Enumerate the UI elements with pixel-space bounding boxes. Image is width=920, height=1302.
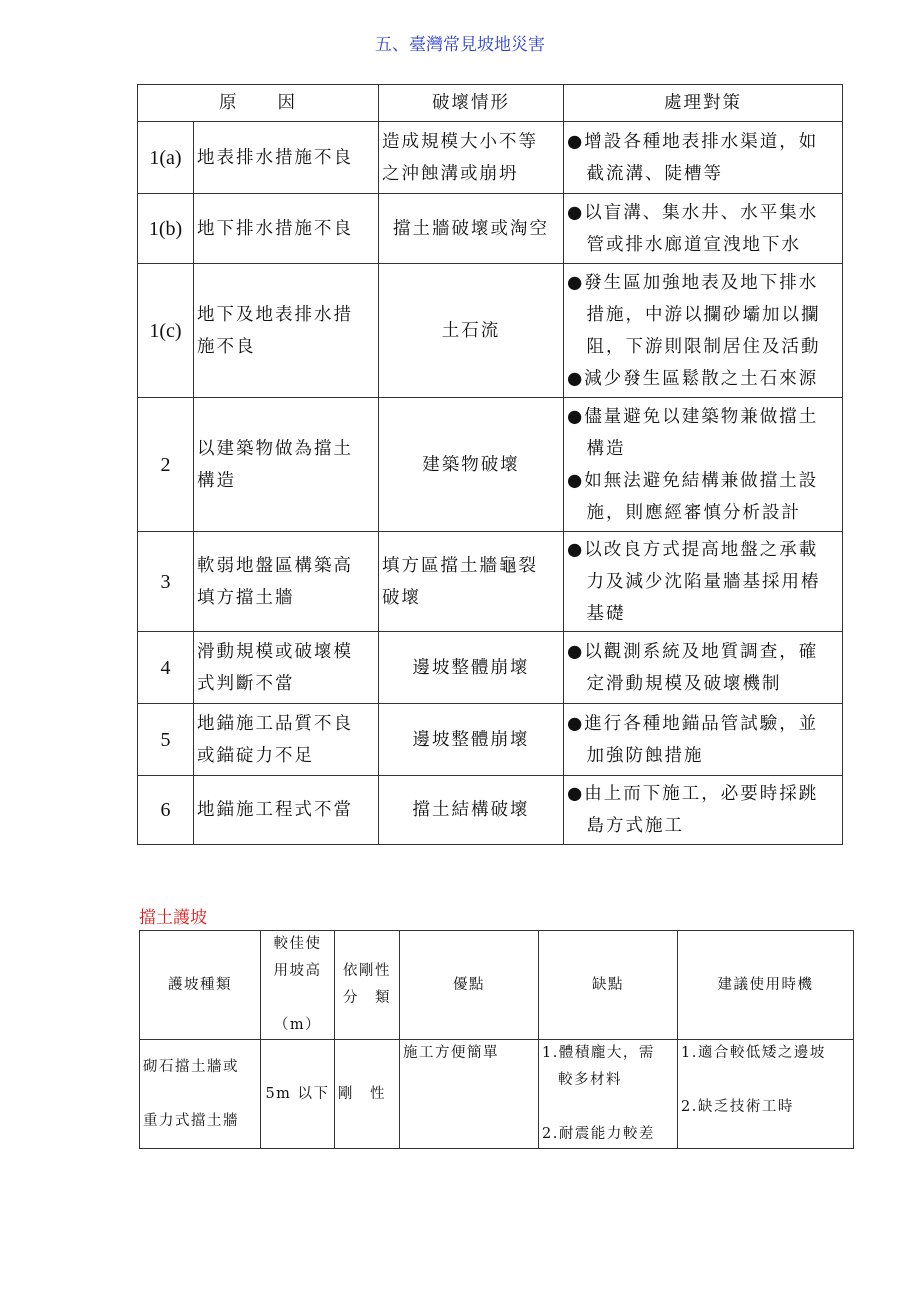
cell-damage: 土石流 — [379, 264, 564, 398]
cell-measures: ●以盲溝、集水井、水平集水 管或排水廊道宣洩地下水 — [564, 194, 843, 264]
cell-damage: 擋土結構破壞 — [379, 776, 564, 845]
table-row — [138, 632, 843, 704]
cell-cause: 地錨施工程式不當 — [194, 776, 379, 845]
cell-cause: 地下及地表排水措 施不良 — [194, 264, 379, 398]
cell-cause: 以建築物做為擋土 構造 — [194, 398, 379, 532]
cell-damage: 建築物破壞 — [379, 398, 564, 532]
cell-measures: ●儘量避免以建築物兼做擋土 構造 ●如無法避免結構兼做擋土設 施，則應經審慎分析設計 — [564, 398, 843, 532]
cell-measures: ●以觀測系統及地質調查，確 定滑動規模及破壞機制 — [564, 632, 843, 704]
cell-type: 砌石擋土牆或 重力式擋土牆 — [140, 1040, 261, 1149]
cell-id: 1(c) — [138, 264, 194, 398]
cell-measures: ●以改良方式提高地盤之承載 力及減少沈陷量牆基採用樁 基礎 — [564, 532, 843, 632]
header-cause: 原 因 — [138, 85, 379, 122]
table-header-row — [140, 931, 854, 1040]
header-pros: 優點 — [400, 931, 539, 1040]
cell-cause: 滑動規模或破壞模 式判斷不當 — [194, 632, 379, 704]
table-row — [138, 704, 843, 776]
cell-damage: 填方區擋土牆龜裂 破壞 — [379, 532, 564, 632]
table-row — [140, 1040, 854, 1149]
cell-damage: 擋土牆破壞或淘空 — [379, 194, 564, 264]
table-row — [138, 532, 843, 632]
subsection-title: 擋土護坡 — [139, 908, 207, 927]
table-row — [138, 264, 843, 398]
cell-cons: 1.體積龐大，需 較多材料 2.耐震能力較差 — [539, 1040, 678, 1149]
table-row — [138, 398, 843, 532]
cell-damage: 邊坡整體崩壞 — [379, 704, 564, 776]
cell-id: 5 — [138, 704, 194, 776]
slope-disaster-table — [137, 84, 843, 845]
cell-id: 1(b) — [138, 194, 194, 264]
header-type: 護坡種類 — [140, 931, 261, 1040]
section-title: 五、臺灣常見坡地災害 — [375, 35, 545, 54]
cell-id: 3 — [138, 532, 194, 632]
table-row — [138, 776, 843, 845]
cell-usage: 1.適合較低矮之邊坡 2.缺乏技術工時 — [678, 1040, 854, 1149]
cell-measures: ●進行各種地錨品管試驗，並 加強防蝕措施 — [564, 704, 843, 776]
header-usage: 建議使用時機 — [678, 931, 854, 1040]
cell-rigidity: 剛 性 — [335, 1040, 400, 1149]
cell-id: 2 — [138, 398, 194, 532]
cell-id: 6 — [138, 776, 194, 845]
cell-damage: 造成規模大小不等 之沖蝕溝或崩坍 — [379, 122, 564, 194]
cell-height: 5m 以下 — [261, 1040, 335, 1149]
table-row — [138, 194, 843, 264]
header-measures: 處理對策 — [564, 85, 843, 122]
header-cons: 缺點 — [539, 931, 678, 1040]
cell-cause: 地錨施工品質不良 或錨碇力不足 — [194, 704, 379, 776]
retaining-wall-table — [139, 930, 854, 1149]
header-height: 較佳使 用坡高 （m） — [261, 931, 335, 1040]
cell-cause: 地表排水措施不良 — [194, 122, 379, 194]
cell-cause: 軟弱地盤區構築高 填方擋土牆 — [194, 532, 379, 632]
header-damage: 破壞情形 — [379, 85, 564, 122]
cell-measures: ●由上而下施工，必要時採跳 島方式施工 — [564, 776, 843, 845]
table-row — [138, 122, 843, 194]
cell-cause: 地下排水措施不良 — [194, 194, 379, 264]
cell-measures: ●發生區加強地表及地下排水 措施，中游以攔砂壩加以攔 阻，下游則限制居住及活動 ●減少發生區鬆散之土石來源 — [564, 264, 843, 398]
header-rigidity: 依剛性 分 類 — [335, 931, 400, 1040]
cell-pros: 施工方便簡單 — [400, 1040, 539, 1149]
cell-id: 4 — [138, 632, 194, 704]
table-header-row — [138, 85, 843, 122]
cell-measures: ●增設各種地表排水渠道，如 截流溝、陡槽等 — [564, 122, 843, 194]
cell-damage: 邊坡整體崩壞 — [379, 632, 564, 704]
cell-id: 1(a) — [138, 122, 194, 194]
